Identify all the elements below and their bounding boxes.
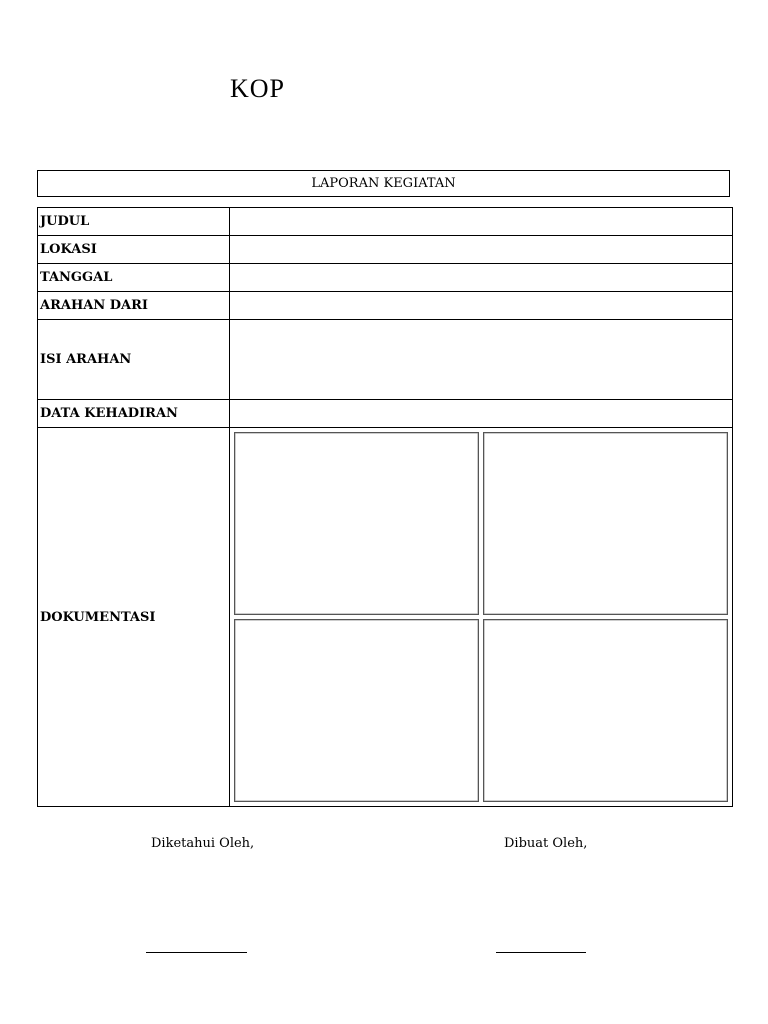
form-label: LOKASI [38,236,230,264]
photo-slot-2[interactable] [483,432,728,615]
form-row-lokasi [38,236,733,264]
form-row-arahan-dari [38,292,733,320]
photo-slot-3[interactable] [234,619,479,802]
photo-slot-1[interactable] [234,432,479,615]
photo-slot-4[interactable] [483,619,728,802]
form-row-judul [38,208,733,236]
form-row-dokumentasi [38,428,733,807]
report-title-text: LAPORAN KEGIATAN [311,176,456,191]
form-label: ISI ARAHAN [38,320,230,400]
form-label: DATA KEHADIRAN [38,400,230,428]
photo-grid [234,432,728,801]
form-row-isi-arahan [38,320,733,400]
dokumentasi-cell [230,428,733,807]
kop-header: KOP [230,74,286,103]
form-row-tanggal [38,264,733,292]
signature-made-by-label: Dibuat Oleh, [504,836,588,851]
form-label: ARAHAN DARI [38,292,230,320]
data-kehadiran-field[interactable] [230,400,733,428]
lokasi-field[interactable] [230,236,733,264]
signature-known-by-label: Diketahui Oleh, [151,836,255,851]
tanggal-field[interactable] [230,264,733,292]
arahan-dari-field[interactable] [230,292,733,320]
signature-line-right [496,952,586,953]
judul-field[interactable] [230,208,733,236]
form-label: TANGGAL [38,264,230,292]
form-row-data-kehadiran [38,400,733,428]
form-label: JUDUL [38,208,230,236]
signature-line-left [146,952,247,953]
report-title [37,170,730,197]
report-form-table [37,207,733,807]
form-label: DOKUMENTASI [38,428,230,807]
isi-arahan-field[interactable] [230,320,733,400]
